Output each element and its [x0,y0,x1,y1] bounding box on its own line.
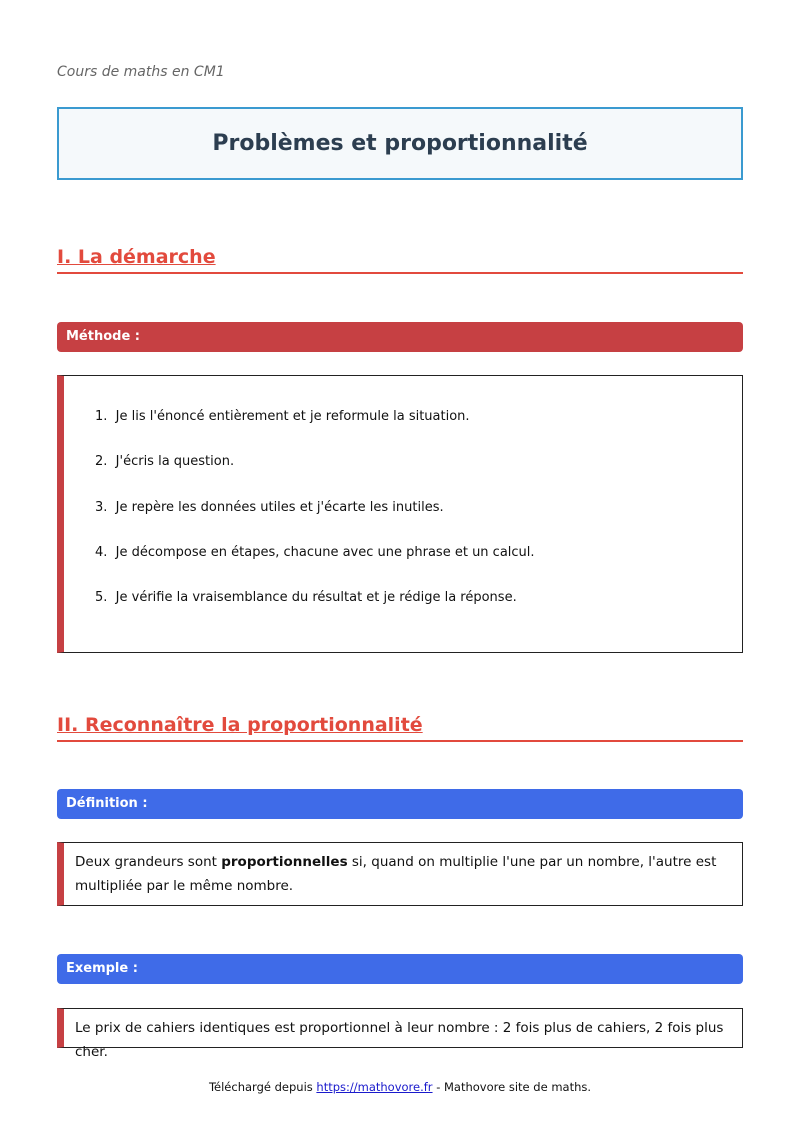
step-number: 2. [95,454,108,469]
list-item [95,454,234,469]
step-text: Je décompose en étapes, chacune avec une phrase et un calcul. [115,545,535,560]
definition-text-end: si, quand on multiplie l'une par un nombre, l'autre est multipliée par le même nombre. [75,854,717,894]
definition-label: Définition : [66,796,148,811]
list-item [95,590,517,605]
definition-box [57,842,743,906]
section-heading-2 [57,714,743,742]
step-number: 3. [95,500,108,515]
definition-bar [57,789,743,819]
section-heading-2-text: II. Reconnaître la proportionnalité [57,714,423,736]
definition-text-start: Deux grandeurs sont [75,854,222,870]
page-title: Problèmes et proportionnalité [212,131,588,156]
step-text: Je lis l'énoncé entièrement et je reformule la situation. [115,409,470,424]
definition-keyword: proportionnelles [221,854,348,870]
course-label: Cours de maths en CM1 [57,64,225,80]
section-heading-1 [57,246,743,274]
definition-text [75,850,728,898]
section-heading-1-text: I. La démarche [57,246,216,268]
footer-text-start: Téléchargé depuis [208,1080,317,1094]
step-text: J'écris la question. [115,454,235,469]
list-item [95,500,444,515]
step-number: 1. [95,409,108,424]
example-box [57,1008,743,1060]
step-text: Je vérifie la vraisemblance du résultat et je rédige la réponse. [115,590,517,605]
method-box [57,375,743,653]
title-box [57,107,743,180]
list-item [95,545,535,560]
example-text: Le prix de cahiers identiques est proportionnel à leur nombre : 2 fois plus de cahiers, 2 fois plus cher. [75,1020,724,1060]
method-bar [57,322,743,352]
footer [0,1080,800,1094]
step-number: 5. [95,590,108,605]
footer-text-end: - Mathovore site de maths. [432,1080,592,1094]
example-bar [57,954,743,984]
example-label: Exemple : [66,961,138,976]
list-item [95,409,470,424]
step-text: Je repère les données utiles et j'écarte les inutiles. [115,500,444,515]
method-label: Méthode : [66,329,141,344]
step-number: 4. [95,545,108,560]
footer-link[interactable]: https://mathovore.fr [316,1080,433,1094]
